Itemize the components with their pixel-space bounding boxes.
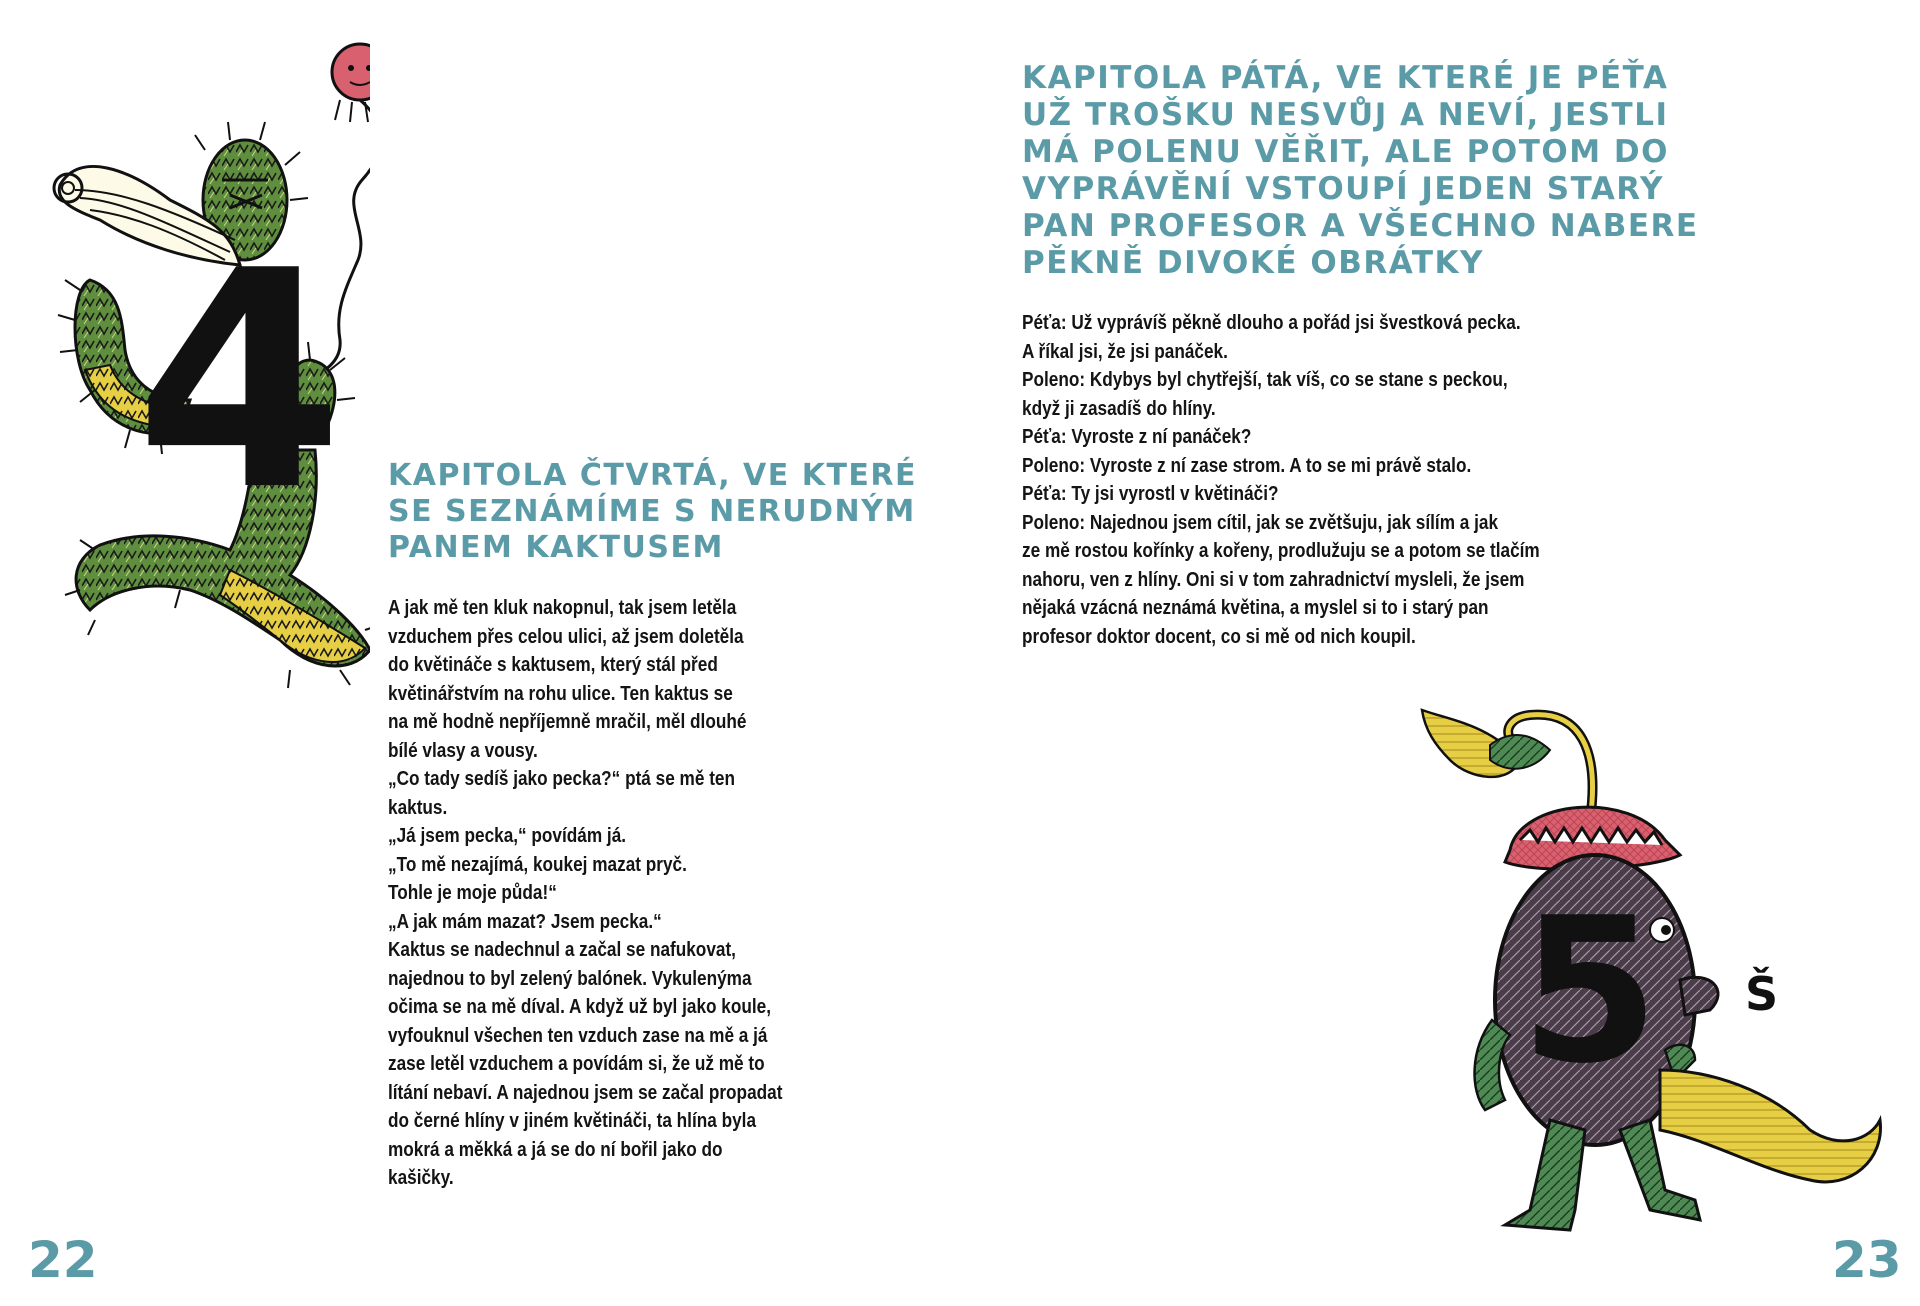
- body-line: ze mě rostou kořínky a kořeny, prodlužuju se a potom se tlačím: [1022, 540, 1540, 562]
- letter-s-caron: Š: [1745, 967, 1779, 1021]
- body-line: Poleno: Najednou jsem cítil, jak se zvětšuju, jak sílím a jak: [1022, 511, 1499, 534]
- body-line: A jak mě ten kluk nakopnul, tak jsem letěla: [388, 597, 737, 619]
- body-line: zase letěl vzduchem a povídám si, že už mě to: [388, 1053, 765, 1075]
- body-line: Poleno: Kdybys byl chytřejší, tak víš, co se stane s peckou,: [1022, 369, 1508, 391]
- body-line: „Co tady sedíš jako pecka?“ ptá se mě ten: [388, 768, 735, 790]
- body-line: očima se na mě díval. A když už byl jako koule,: [388, 996, 771, 1018]
- body-line: kašičky.: [388, 1167, 454, 1189]
- title-line: PAN PROFESOR A VŠECHNO NABERE: [1022, 208, 1699, 244]
- chapter-four-title: [388, 458, 917, 566]
- plum-character-number-five-illustration: [1410, 690, 1900, 1250]
- body-line: kaktus.: [388, 796, 448, 819]
- body-line: najednou to byl zelený balónek. Vykulenýma: [388, 967, 752, 990]
- body-line: vzduchem přes celou ulici, až jsem doletěla: [388, 625, 744, 648]
- title-line: KAPITOLA PÁTÁ, VE KTERÉ JE PÉŤA: [1022, 60, 1669, 96]
- title-line: PANEM KAKTUSEM: [388, 530, 724, 565]
- body-line: když ji zasadíš do hlíny.: [1022, 397, 1216, 420]
- cactus-number-four-illustration: [40, 30, 370, 690]
- body-line: A říkal jsi, že jsi panáček.: [1022, 340, 1228, 363]
- body-line: květinářstvím na rohu ulice. Ten kaktus se: [388, 682, 733, 705]
- body-line: Kaktus se nadechnul a začal se nafukovat,: [388, 939, 736, 961]
- body-line: Poleno: Vyroste z ní zase strom. A to se mi právě stalo.: [1022, 454, 1472, 477]
- body-line: „A jak mám mazat? Jsem pecka.“: [388, 910, 662, 933]
- balloon-face-icon: [332, 44, 370, 122]
- body-line: lítání nebaví. A najednou jsem se začal propadat: [388, 1081, 783, 1104]
- chapter-five-body: [1022, 309, 1540, 651]
- title-line: MÁ POLENU VĚŘIT, ALE POTOM DO: [1022, 134, 1669, 170]
- body-line: vyfouknul všechen ten vzduch zase na mě a já: [388, 1024, 768, 1047]
- body-line: do černé hlíny v jiném květináči, ta hlína byla: [388, 1110, 757, 1132]
- body-line: Péťa: Vyroste z ní panáček?: [1022, 426, 1252, 448]
- title-line: UŽ TROŠKU NESVŮJ A NEVÍ, JESTLI: [1022, 97, 1669, 133]
- body-line: profesor doktor docent, co si mě od nich koupil.: [1022, 625, 1416, 648]
- body-line: Péťa: Už vyprávíš pěkně dlouho a pořád jsi švestková pecka.: [1022, 312, 1521, 334]
- chapter-number-four: 4: [135, 207, 344, 556]
- body-line: Tohle je moje půda!“: [388, 882, 557, 904]
- body-line: na mě hodně nepříjemně mračil, měl dlouhé: [388, 711, 747, 733]
- title-line: PĚKNĚ DIVOKÉ OBRÁTKY: [1022, 245, 1484, 281]
- body-line: „Já jsem pecka,“ povídám já.: [388, 825, 627, 847]
- body-line: mokrá a měkká a já se do ní bořil jako do: [388, 1138, 723, 1161]
- body-line: Péťa: Ty jsi vyrostl v květináči?: [1022, 483, 1279, 505]
- chapter-four-body: [388, 594, 782, 1193]
- body-line: „To mě nezajímá, koukej mazat pryč.: [388, 853, 687, 876]
- body-line: bílé vlasy a vousy.: [388, 739, 538, 762]
- body-line: nějaká vzácná neznámá květina, a myslel si to i starý pan: [1022, 597, 1489, 619]
- title-line: VYPRÁVĚNÍ VSTOUPÍ JEDEN STARÝ: [1022, 171, 1664, 207]
- page-number-left: 22: [28, 1231, 98, 1289]
- chapter-number-five: 5: [1520, 875, 1660, 1108]
- body-line: nahoru, ven z hlíny. Oni si v tom zahradnictví mysleli, že jsem: [1022, 568, 1525, 591]
- page-number-right: 23: [1832, 1231, 1902, 1289]
- title-line: KAPITOLA ČTVRTÁ, VE KTERÉ: [388, 458, 918, 493]
- chapter-five-title: [1022, 60, 1699, 282]
- title-line: SE SEZNÁMÍME S NERUDNÝM: [388, 494, 916, 529]
- body-line: do květináče s kaktusem, který stál před: [388, 654, 718, 676]
